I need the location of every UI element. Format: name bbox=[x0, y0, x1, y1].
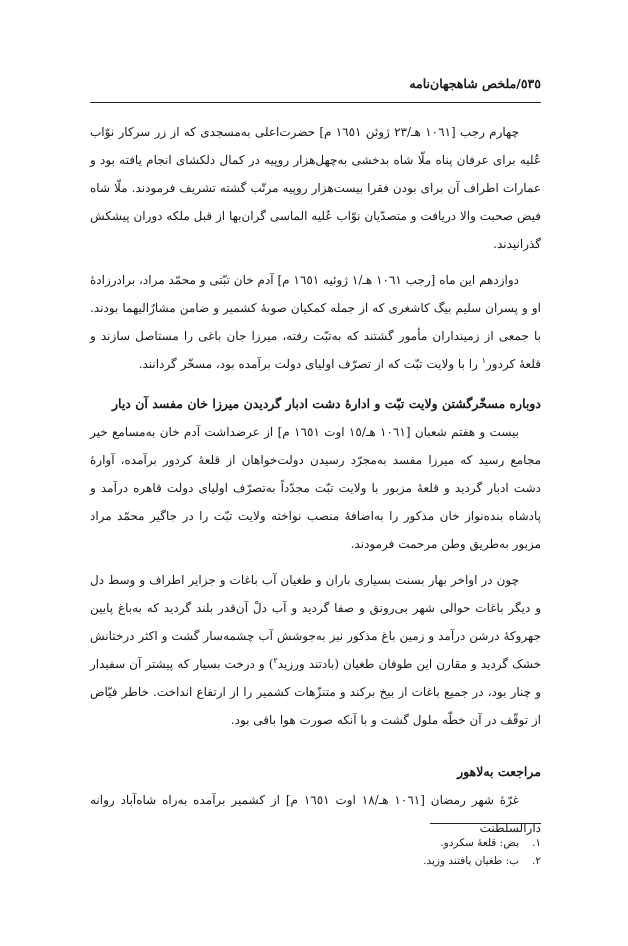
footnote-item bbox=[90, 834, 541, 852]
footnote-divider bbox=[430, 823, 541, 824]
footnote-number: ١. bbox=[532, 837, 541, 849]
header-divider bbox=[90, 102, 541, 103]
body-text bbox=[90, 118, 541, 842]
section-heading: مراجعت به‌لاهور bbox=[457, 764, 541, 779]
footnotes bbox=[90, 834, 541, 870]
paragraph-tibet-expedition bbox=[90, 266, 541, 378]
section-heading: دوباره مسخّرگشتن ولایت تبّت و ادارهٔ دشت ادبار گردیدن میرزا خان مفسد آن دیار bbox=[111, 396, 541, 411]
paragraph-text: ) و درخت بسیار که پیشتر آن سفیدار و چنار بود، در جمیع باغات از بیخ برکند و متنزّهات کشمیر را از ارتفاع انداخت. خاطر فیّاض از توقّف در آن خطّه ملول گشت و با آنکه صورت هوا باقی بود. bbox=[90, 657, 541, 727]
footnote-text: بض: قلعهٔ سکردو. bbox=[440, 837, 519, 849]
paragraph-tibet-reconquest: بیست و هفتم شعبان [١٠٦١ هـ/١٥ اوت ١٦٥١ م] از عرضداشت آدم خان به‌مسامع خیر مجامع رسید که میرزا مفسد به‌مجرّد رسیدن دولت‌خواهان از قلعهٔ کردور برآمده، آوارهٔ دشت ادبار گردید و قلعهٔ مزبور با ولایت تبّت مجدّداً به‌تصرّف اولیای دولت قاهره درآمد و پادشاه بنده‌نواز خان مذکور را به‌اضافهٔ منصب نواخته ولایت تبّت را در جاگیر محمّد مراد مزبور به‌طریق وطن مرحمت فرمودند. bbox=[90, 425, 541, 551]
paragraph-text: را با ولایت تبّت که از تصرّف اولیای دولت برآمده بود، مسخّر گردانند. bbox=[138, 357, 478, 371]
paragraph-mosque-visit: چهارم رجب [١٠٦١ هـ/٢٣ ژوئن ١٦٥١ م] حضرت‌اعلی به‌مسجدی که از زر سرکار نوّاب عُلیه برای عرفان پناه ملّا شاه بدخشی به‌چهل‌هزار روپیه در کمال دلکشای انجام یافته بود و عمارات اطراف آن برای بودن فقرا بیست‌هزار روپیه مرتّب گشته تشریف فرمودند. ملّا شاه فیض صحبت والا دریافت و متصدّیان نوّاب عُلیه الماسی گران‌بها از قبل ملکه دوران پیشکش گذرانیدند. bbox=[90, 125, 541, 251]
paragraph-text: چون در اواخر بهار بسنت بسیاری باران و طغیان آب باغات و جزایر اطراف و وسط دل و دیگر باغات حوالی شهر بی‌رونق و صفا گردید و آب دلْ آن‌قدر بلند گردید که به‌باغ پایین جهروکهٔ درشن درآمد و زمین باغ مذکور نیز به‌جوشش آب چشمه‌سار گشت و اکثر درختانش خشک گردید و مقارن این طوفان طغیان (بادتند ورزید bbox=[90, 573, 542, 671]
footnote-ref[interactable]: ٢ bbox=[273, 656, 278, 665]
paragraph-text: دوازدهم این ماه [رجب ١٠٦١ هـ/١ ژوئیه ١٦٥١ م] آدم خان تبّتی و محمّد مراد، برادرزادهٔ او و پسران سلیم بیگ کاشغری که از جمله کمکیان صوبهٔ کشمیر و ضامن مشارٌالیهما بودند. با جمعی از زمینداران مأمور گشتند که به‌تبّت رفته، میرزا جان باغی را مستاصل سازند و قلعهٔ کردور bbox=[90, 273, 541, 371]
footnote-ref[interactable]: ١ bbox=[481, 356, 486, 365]
paragraph-return-lahore: غرّهٔ شهر رمضان [١٠٦١ هـ/١٨ اوت ١٦٥١ م] از کشمیر برآمده به‌راه شاه‌آباد روانه دارالسلطنت bbox=[90, 793, 541, 835]
running-header: ٥٣٥/ملخص شاهجهان‌نامه bbox=[409, 76, 541, 91]
footnote-number: ٢. bbox=[532, 855, 541, 867]
footnote-text: ب: طغیان یافتند وزید. bbox=[423, 855, 519, 867]
paragraph-kashmir-flood bbox=[90, 566, 541, 734]
footnote-item bbox=[90, 852, 541, 870]
